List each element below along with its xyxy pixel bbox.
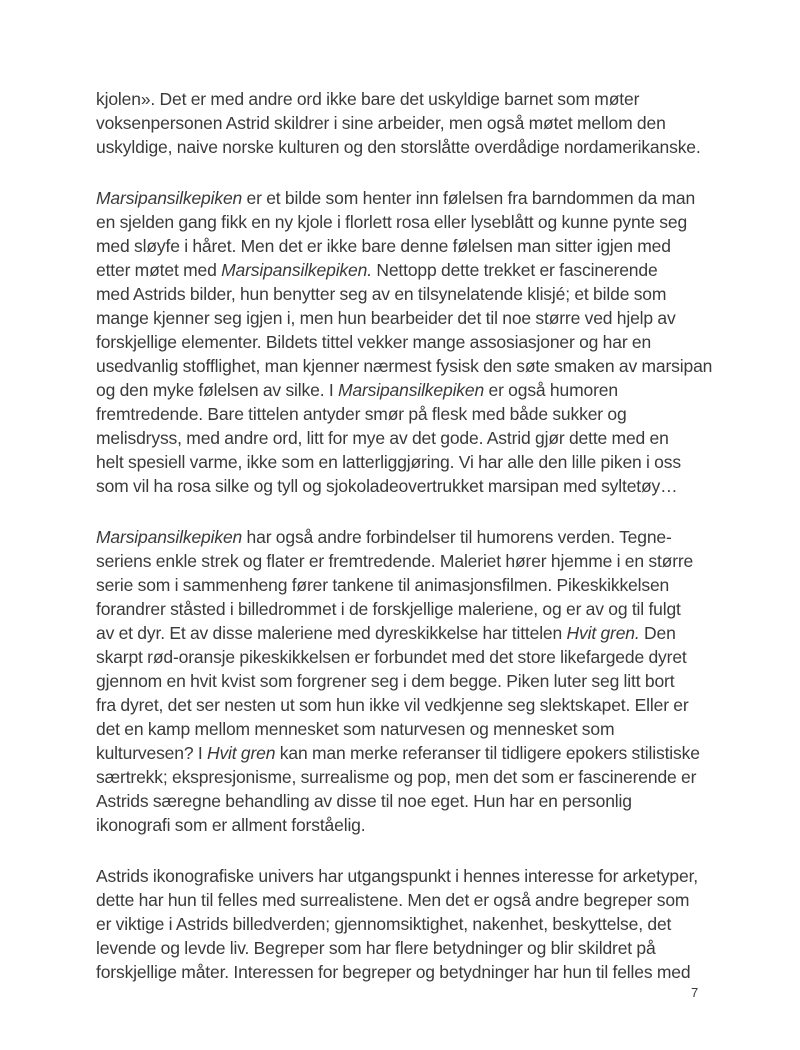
text-line xyxy=(96,936,726,960)
text-line xyxy=(96,765,726,789)
text-line xyxy=(96,282,726,306)
text-line xyxy=(96,135,726,159)
text-segment: etter møtet med xyxy=(96,260,222,280)
text-segment: en sjelden gang fikk en ny kjole i florlett rosa eller lyseblått og kunne pynte seg xyxy=(96,212,688,232)
text-segment: levende og levde liv. Begreper som har flere betydninger og blir skildret på xyxy=(96,938,656,958)
text-line xyxy=(96,306,726,330)
text-line xyxy=(96,717,726,741)
text-line xyxy=(96,741,726,765)
text-segment: kulturvesen? I xyxy=(96,743,207,763)
page-body xyxy=(96,87,726,1011)
paragraph xyxy=(96,864,726,984)
text-line xyxy=(96,789,726,813)
text-segment: kjolen». Det er med andre ord ikke bare det uskyldige barnet som møter xyxy=(96,89,640,109)
text-segment: fra dyret, det ser nesten ut som hun ikke vil vedkjenne seg slektskapet. Eller er xyxy=(96,695,689,715)
text-segment: skarpt rød-oransje pikeskikkelsen er forbundet med det store likefargede dyret xyxy=(96,647,687,667)
text-line xyxy=(96,525,726,549)
text-segment: melisdryss, med andre ord, litt for mye av det gode. Astrid gjør dette med en xyxy=(96,428,669,448)
italic-title-text: Marsipansilkepiken xyxy=(337,380,485,400)
text-line xyxy=(96,693,726,717)
text-segment: gjennom en hvit kvist som forgrener seg i dem begge. Piken luter seg litt bort xyxy=(96,671,675,691)
text-line xyxy=(96,234,726,258)
text-line xyxy=(96,864,726,888)
text-segment: det en kamp mellom mennesket som naturvesen og mennesket som xyxy=(96,719,615,739)
text-line xyxy=(96,111,726,135)
text-segment: av et dyr. Et av disse maleriene med dyreskikkelse har tittelen xyxy=(96,623,567,643)
text-segment: særtrekk; ekspresjonisme, surrealisme og pop, men det som er fascinerende er xyxy=(96,767,697,787)
text-line xyxy=(96,888,726,912)
text-line xyxy=(96,549,726,573)
text-segment: med sløyfe i håret. Men det er ikke bare denne følelsen man sitter igjen med xyxy=(96,236,671,256)
text-segment: voksenpersonen Astrid skildrer i sine arbeider, men også møtet mellom den xyxy=(96,113,666,133)
text-line xyxy=(96,450,726,474)
text-line xyxy=(96,573,726,597)
text-segment: forskjellige elementer. Bildets tittel vekker mange assosiasjoner og har en xyxy=(96,332,652,352)
text-segment: forandrer ståsted i billedrommet i de forskjellige maleriene, og er av og til fulgt xyxy=(96,599,681,619)
text-segment: seriens enkle strek og flater er fremtredende. Maleriet hører hjemme i en større xyxy=(96,551,694,571)
text-line xyxy=(96,258,726,282)
paragraph xyxy=(96,186,726,498)
text-line xyxy=(96,330,726,354)
italic-title-text: Marsipansilkepiken xyxy=(96,527,243,547)
text-line xyxy=(96,210,726,234)
text-segment: og den myke følelsen av silke. I xyxy=(96,380,338,400)
text-segment: kan man merke referanser til tidligere epokers stilistiske xyxy=(275,743,700,763)
text-segment: Den xyxy=(639,623,676,643)
text-segment: forskjellige måter. Interessen for begreper og betydninger har hun til felles med xyxy=(96,962,691,982)
text-segment: dette har hun til felles med surrealistene. Men det er også andre begreper som xyxy=(96,890,690,910)
text-segment: med Astrids bilder, hun benytter seg av en tilsynelatende klisjé; et bilde som xyxy=(96,284,667,304)
text-segment: Nettopp dette trekket er fascinerende xyxy=(371,260,658,280)
text-segment: som vil ha rosa silke og tyll og sjokoladeovertrukket marsipan med syltetøy… xyxy=(96,476,678,496)
text-line xyxy=(96,669,726,693)
text-line xyxy=(96,186,726,210)
text-segment: Astrids særegne behandling av disse til noe eget. Hun har en personlig xyxy=(96,791,632,811)
text-line xyxy=(96,645,726,669)
text-segment: er et bilde som henter inn følelsen fra barndommen da man xyxy=(242,188,696,208)
text-segment: usedvanlig stofflighet, man kjenner nærmest fysisk den søte smaken av marsipan xyxy=(96,356,713,376)
text-segment: er også humoren xyxy=(484,380,618,400)
italic-title-text: Marsipansilkepiken xyxy=(96,188,243,208)
text-line xyxy=(96,474,726,498)
text-segment: serie som i sammenheng fører tankene til animasjonsfilmen. Pikeskikkelsen xyxy=(96,575,670,595)
page-number: 7 xyxy=(691,985,699,1000)
text-segment: ikonografi som er allment forståelig. xyxy=(96,815,366,835)
text-segment: mange kjenner seg igjen i, men hun bearbeider det til noe større ved hjelp av xyxy=(96,308,676,328)
italic-title-text: Marsipansilkepiken. xyxy=(221,260,372,280)
text-line xyxy=(96,378,726,402)
text-segment: fremtredende. Bare tittelen antyder smør på flesk med både sukker og xyxy=(96,404,627,424)
paragraph xyxy=(96,87,726,159)
text-line xyxy=(96,960,726,984)
text-segment: uskyldige, naive norske kulturen og den storslåtte overdådige nordamerikanske. xyxy=(96,137,701,157)
text-line xyxy=(96,402,726,426)
text-line xyxy=(96,912,726,936)
text-line xyxy=(96,87,726,111)
italic-title-text: Hvit gren. xyxy=(566,623,640,643)
text-segment: helt spesiell varme, ikke som en latterliggjøring. Vi har alle den lille piken i oss xyxy=(96,452,681,472)
text-segment: er viktige i Astrids billedverden; gjennomsiktighet, nakenhet, beskyttelse, det xyxy=(96,914,672,934)
text-line xyxy=(96,354,726,378)
text-segment: Astrids ikonografiske univers har utgangspunkt i hennes interesse for arketyper, xyxy=(96,866,699,886)
text-line xyxy=(96,597,726,621)
italic-title-text: Hvit gren xyxy=(206,743,276,763)
text-segment: har også andre forbindelser til humorens verden. Tegne- xyxy=(242,527,672,547)
text-line xyxy=(96,813,726,837)
text-line xyxy=(96,426,726,450)
text-line xyxy=(96,621,726,645)
paragraph xyxy=(96,525,726,837)
